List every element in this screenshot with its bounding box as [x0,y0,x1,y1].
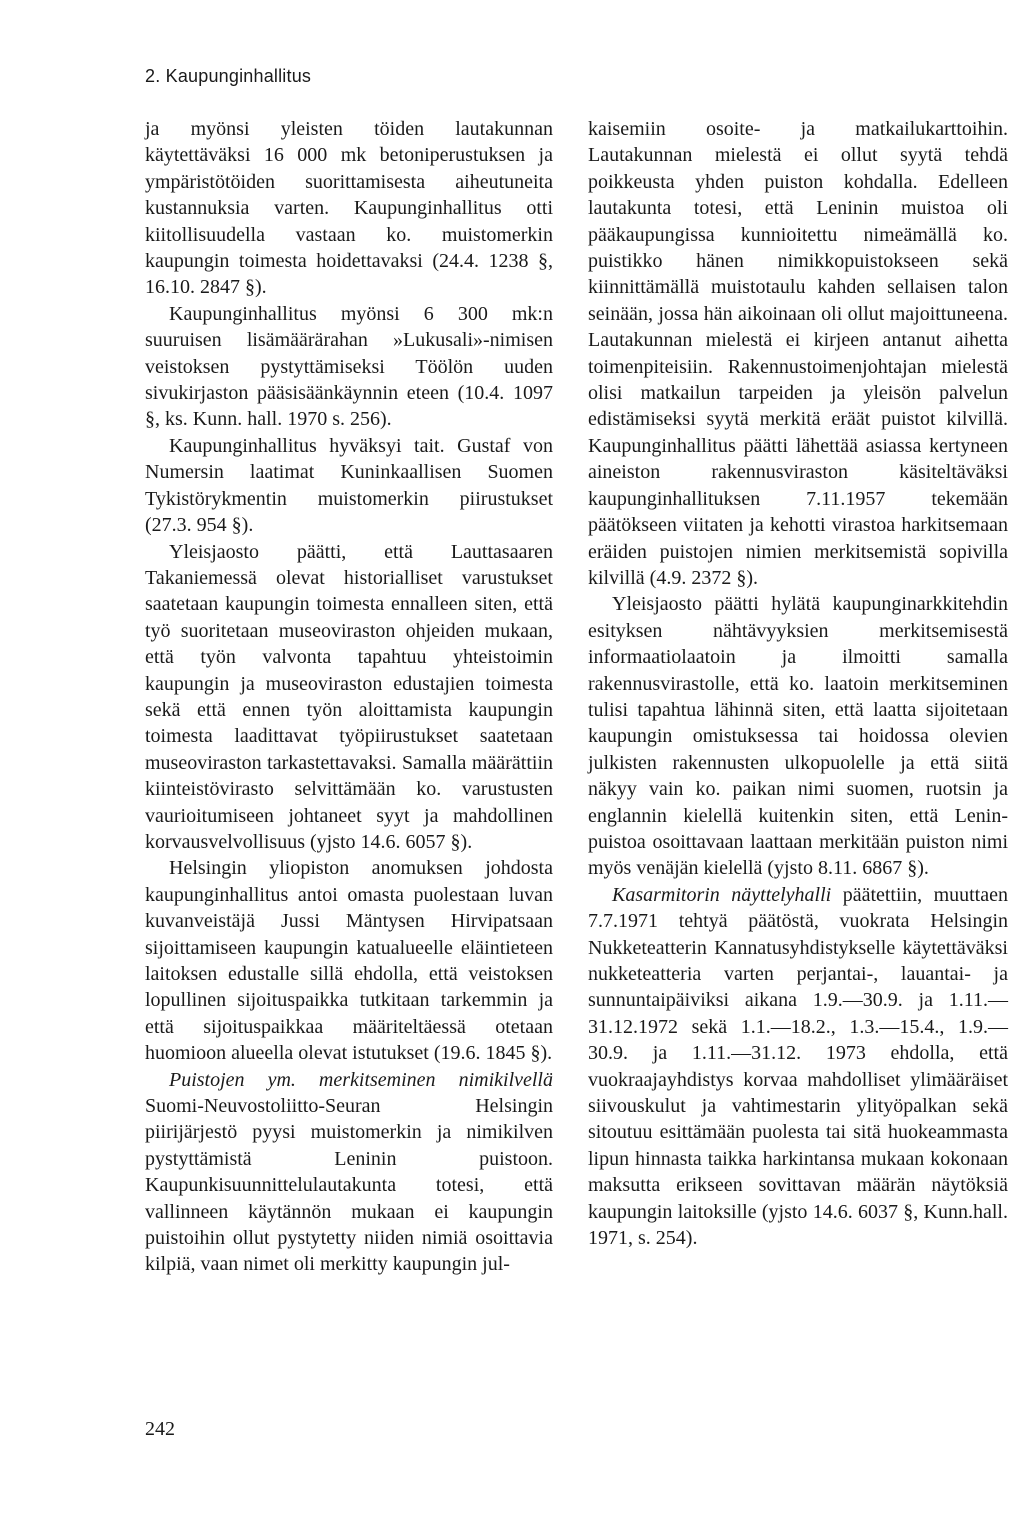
section-heading-italic: Puistojen ym. merkitseminen nimikilvellä [169,1068,553,1091]
paragraph: kaisemiin osoite- ja matkailukarttoihin. Lautakunnan mielestä ei ollut syytä tehdä poikkeusta yhden puiston kohdalla. Edelleen lautakunta totesi, että Leninin muistoa oli pääkaupungissa kunnioitettu nimeämällä ko. puistikko hänen nimikkopuistokseen sekä kiinnittämällä muistotaulu kahden sellaisen talon seinään, jossa hän aikoinaan oli ollut majoittuneena. Lautakunnan mielestä ei kirjeen antanut aihetta toimenpiteisiin. Rakennustoimenjohtajan mielestä olisi matkailun tarpeiden ja yleisön palvelun edistämiseksi syytä merkitä eräät puistot kilvillä. Kaupunginhallitus päätti lähettää asiassa kertyneen aineiston rakennusviraston käsiteltäväksi kaupunginhallituksen 7.11.1957 tekemään päätökseen viitaten ja kehotti virastoa harkitsemaan eräiden puistojen nimien merkitsemistä sopivilla kilvillä (4.9. 2372 §). [588,118,1008,589]
paragraph [145,1067,553,1278]
paragraph-text: päätettiin, muuttaen 7.7.1971 tehtyä päätöstä, vuokrata Helsingin Nukketeatterin Kannatusyhdistykselle käytettäväksi nukketeatteria varten perjantai-, lauantai- ja sunnuntaipäiviksi aikana 1.9.—30.9. ja 1.11.—31.12.1972 sekä 1.1.—18.2., 1.3.—15.4., 1.9.—30.9. ja 1.11.—31.12. 1973 ehdolla, että vuokraajayhdistys korvaa mahdolliset ylimääräiset siivouskulut ja vahtimestarin ylityöpalkan sekä sitoutuu esittämään puolesta tai sitä huokeammasta lipun hinnasta taikka harkintansa mukaan kokonaan maksutta erikseen sovittavan määrän näytöksiä kaupungin laitoksille (yjsto 14.6. 6037 §, Kunn.hall. 1971, s. 254). [588,883,1008,1250]
right-column [588,116,1008,1251]
paragraph [588,882,1008,1252]
paragraph: Yleisjaosto päätti, että Lauttasaaren Takaniemessä olevat historialliset varustukset saatetaan kaupungin toimesta ennalleen siten, että työ suoritetaan museoviraston ohjeiden mukaan, että työn valvonta tapahtuu yhteistoimin kaupungin ja museoviraston edustajien toimesta sekä että ennen työn aloittamista kaupungin toimesta laadittavat työpiirustukset saatetaan museoviraston tarkastettavaksi. Samalla määrättiin kiinteistövirasto selvittämään ko. varustusten vaurioitumiseen johtaneet syyt ja mahdollinen korvausvelvollisuus (yjsto 14.6. 6057 §). [145,540,553,853]
page-number: 242 [145,1418,175,1440]
paragraph: ja myönsi yleisten töiden lautakunnan käytettäväksi 16 000 mk betoniperustuksen ja ympäristötöiden suorittamisesta aiheutuneita kustannuksia varten. Kaupunginhallitus otti kiitollisuudella vastaan ko. muistomerkin kaupungin toimesta hoidettavaksi (24.4. 1238 §, 16.10. 2847 §). [145,118,553,299]
paragraph: Kaupunginhallitus myönsi 6 300 mk:n suuruisen lisämäärärahan »Lukusali»-nimisen veistoksen pystyttämiseksi Töölön uuden sivukirjaston pääsisäänkäynnin eteen (10.4. 1097 §, ks. Kunn. hall. 1970 s. 256). [145,302,553,431]
section-heading-italic: Kasarmitorin näyttelyhalli [612,883,832,906]
paragraph: Helsingin yliopiston anomuksen johdosta kaupunginhallitus antoi omasta puolestaan luvan kuvanveistäjä Jussi Mäntysen Hirvipatsaan sijoittamiseen kaupungin katualueelle eläintieteen laitoksen edustalle sillä ehdolla, että veistoksen lopullinen sijoituspaikka tutkitaan tarkemmin ja että sijoituspaikkaa määriteltäessä otetaan huomioon alueella olevat istutukset (19.6. 1845 §). [145,857,553,1065]
left-column [145,116,553,1278]
paragraph: Yleisjaosto päätti hylätä kaupunginarkkitehdin esityksen nähtävyyksien merkitsemisestä informaatiolaatoin ja ilmoitti samalla rakennusvirastolle, että ko. laatoin merkitseminen tulisi tapahtua lähinnä siten, että laatta sijoitetaan kaupungin omistuksessa tai hoidossa olevien julkisten rakennusten ulkopuolelle ja että siitä näkyy vain ko. paikan nimi suomen, ruotsin ja englannin kielellä kuitenkin siten, että Lenin-puistoa osoittavaan laattaan merkitään puiston nimi myös venäjän kielellä (yjsto 8.11. 6867 §). [588,593,1008,880]
running-head: 2. Kaupunginhallitus [145,66,312,86]
paragraph: Kaupunginhallitus hyväksyi tait. Gustaf von Numersin laatimat Kuninkaallisen Suomen Tykistörykmentin muistomerkin piirustukset (27.3. 954 §). [145,434,553,537]
paragraph-text: Suomi-Neuvostoliitto-Seuran Helsingin piirijärjestö pyysi muistomerkin ja nimikilven pystyttämistä Leninin puistoon. Kaupunkisuunnittelulautakunta totesi, että vallinneen käytännön mukaan ei kaupungin puistoihin ollut pystytetty niiden nimiä osoittavia kilpiä, vaan nimet oli merkitty kaupungin jul- [145,1095,553,1276]
